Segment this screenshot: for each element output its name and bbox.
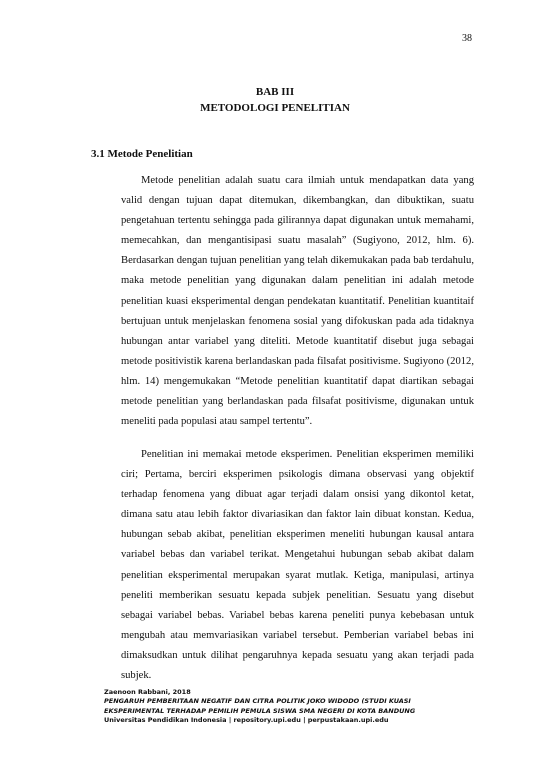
chapter-title: METODOLOGI PENELITIAN: [200, 102, 350, 114]
footer-institution: Universitas Pendidikan Indonesia | repository.upi.edu | perpustakaan.upi.edu: [104, 715, 389, 724]
paragraph-text: Metode penelitian adalah suatu cara ilmiah untuk mendapatkan data yang valid dengan tujuan dapat ditemukan, dikembangkan, dan dibuktikan, suatu pengetahuan tertentu sehingga pada gilirannya dapat digunakan untuk memahami, memecahkan, dan mengantisipasi suatu masalah” (Sugiyono, 2012, hlm. 6). Berdasarkan dengan tujuan penelitian yang telah dikemukakan pada bab terdahulu, maka metode penelitian yang digunakan dalam penelitian ini adalah metode penelitian kuasi eksperimental dengan pendekatan kuantitatif. Penelitian kuantitaif bertujuan untuk menjelaskan fenomena sosial yang difokuskan pada ada tidaknya hubungan antar variabel yang diteliti. Metode kuantitatif disebut juga sebagai metode positivistik karena berlandaskan pada filsafat positivisme. Sugiyono (2012, hlm. 14) mengemukakan “Metode penelitian kuantitatif dapat diartikan sebagai metode penelitian yang berlandaskan pada filsafat positivisme, digunakan untuk meneliti pada populasi atau sampel tertentu”.: [121, 175, 474, 428]
page-number: 38: [462, 33, 472, 44]
footer-author: Zaenoon Rabbani, 2018: [104, 688, 191, 696]
section-heading: 3.1 Metode Penelitian: [91, 148, 193, 160]
chapter-label: BAB III: [255, 86, 295, 98]
page-footer: [104, 688, 484, 725]
chapter-heading: [0, 84, 550, 116]
footer-title-line1: PENGARUH PEMBERITAAN NEGATIF DAN CITRA POLITIK JOKO WIDODO (STUDI KUASI: [104, 697, 411, 706]
footer-title-line2: EKSPERIMENTAL TERHADAP PEMILIH PEMULA SISWA SMA NEGERI DI KOTA BANDUNG: [104, 706, 416, 715]
paragraph: [121, 445, 474, 686]
paragraph: [121, 171, 474, 432]
paragraph-text: Penelitian ini memakai metode eksperimen. Penelitian eksperimen memiliki ciri; Pertama, berciri eksperimen psikologis dimana observasi yang objektif terhadap fenomena yang dibuat agar terjadi dalam onsisi yang dikontol ketat, dimana satu atau lebih faktor divariasikan dan faktor lain dibuat konstan. Kedua, hubungan sebab akibat, penelitian eksperimen meneliti hubungan kausal antara variabel bebas dan variabel terikat. Mengetahui hubungan sebab akibat dalam penelitian eksperimental merupakan syarat mutlak. Ketiga, manipulasi, artinya peneliti memberikan sesuatu kepada subjek penelitian. Sesuatu yang disebut sebagai variabel bebas. Variabel bebas karena peneliti punya kebebasan untuk mengubah atau memvariasikan variabel tersebut. Pemberian variabel bebas ini dimaksudkan untuk dilihat pengaruhnya kepada sesuatu yang akan terjadi pada subjek.: [121, 449, 474, 682]
